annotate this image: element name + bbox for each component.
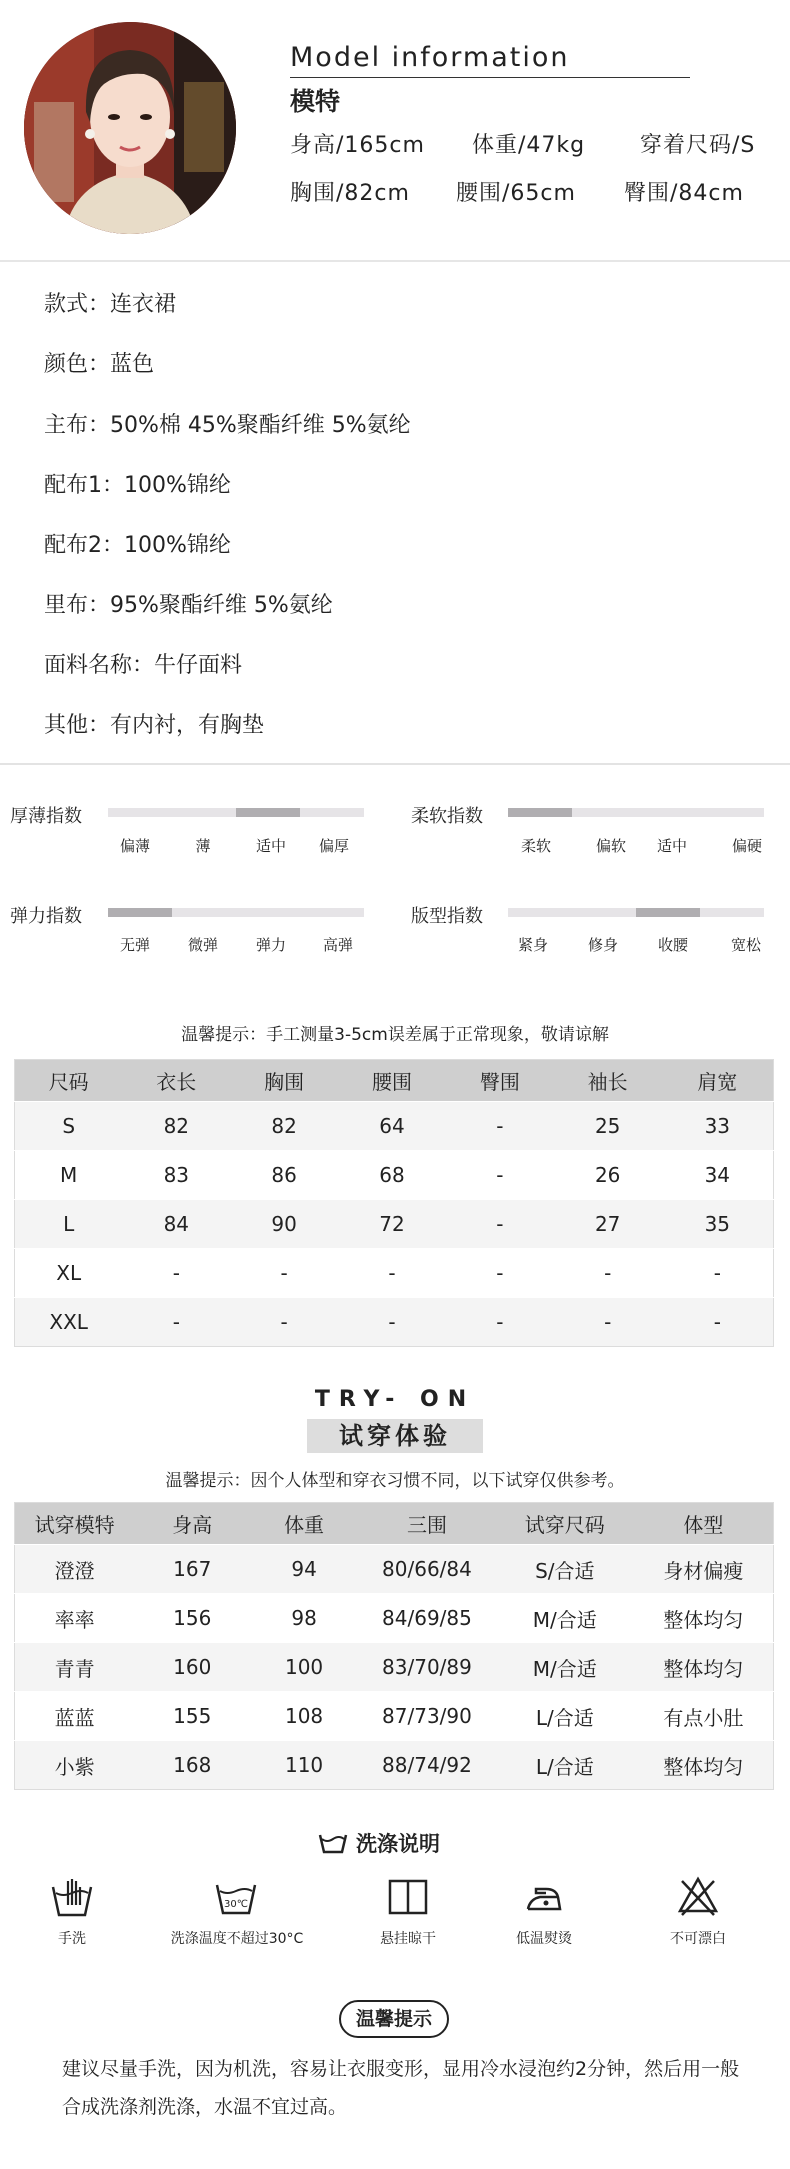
table-cell: 86	[230, 1151, 338, 1200]
size-table	[14, 1059, 774, 1347]
washing-title	[318, 1828, 440, 1858]
wash-temperature-symbol: 30℃	[224, 1899, 248, 1910]
table-cell: 84/69/85	[358, 1594, 496, 1643]
elasticity-index-label: 弹力指数	[10, 906, 82, 927]
table-cell: 100	[250, 1643, 358, 1692]
table-cell: 98	[250, 1594, 358, 1643]
table-cell: -	[446, 1249, 554, 1298]
model-waist: 腰围/65cm	[456, 181, 576, 206]
table-row	[15, 1151, 774, 1200]
table-cell: 33	[662, 1102, 774, 1151]
low-iron-icon	[522, 1875, 566, 1919]
table-row	[15, 1249, 774, 1298]
table-cell: 35	[662, 1200, 774, 1249]
wash-temperature-icon	[214, 1875, 258, 1919]
size-table-note: 温馨提示：手工测量3-5cm误差属于正常现象，敬请谅解	[181, 1025, 609, 1045]
table-cell: 34	[662, 1151, 774, 1200]
table-cell: -	[338, 1298, 446, 1347]
softness-index-fill	[508, 808, 572, 817]
spec-main-fabric: 主布：50%棉 45%聚酯纤维 5%氨纶	[44, 413, 411, 438]
table-cell: -	[446, 1200, 554, 1249]
table-cell: 160	[134, 1643, 250, 1692]
table-cell: 有点小肚	[634, 1692, 774, 1741]
table-row	[15, 1643, 774, 1692]
thickness-index-label: 厚薄指数	[10, 806, 82, 827]
low-iron-label: 低温熨烫	[516, 1931, 572, 1947]
table-cell: -	[446, 1298, 554, 1347]
table-cell: L/合适	[496, 1692, 634, 1741]
table-row	[15, 1692, 774, 1741]
try-on-col-header: 试穿尺码	[496, 1503, 634, 1545]
table-cell: 澄澄	[15, 1545, 135, 1594]
fit-option: 修身	[587, 936, 619, 954]
fit-index-fill	[636, 908, 700, 917]
table-cell: 168	[134, 1741, 250, 1790]
model-size: 穿着尺码/S	[640, 133, 756, 158]
table-cell: 整体均匀	[634, 1741, 774, 1790]
table-cell: S/合适	[496, 1545, 634, 1594]
try-on-col-header: 体重	[250, 1503, 358, 1545]
thickness-option: 偏厚	[318, 837, 350, 855]
no-bleach-label: 不可漂白	[670, 1931, 726, 1947]
table-cell: 90	[230, 1200, 338, 1249]
table-row	[15, 1200, 774, 1249]
try-on-table	[14, 1502, 774, 1790]
try-on-title-cn: 试穿体验	[307, 1419, 483, 1453]
model-weight: 体重/47kg	[472, 133, 586, 158]
table-cell: 82	[230, 1102, 338, 1151]
size-col-header: 胸围	[230, 1060, 338, 1102]
table-cell: -	[662, 1249, 774, 1298]
fit-option: 收腰	[657, 936, 689, 954]
thickness-index-fill	[236, 808, 300, 817]
table-cell: 64	[338, 1102, 446, 1151]
fit-index-track	[508, 908, 764, 917]
table-cell: XXL	[15, 1298, 123, 1347]
table-cell: 80/66/84	[358, 1545, 496, 1594]
spec-lining: 里布：95%聚酯纤维 5%氨纶	[44, 593, 333, 618]
table-cell: -	[662, 1298, 774, 1347]
table-cell: L	[15, 1200, 123, 1249]
table-cell: 72	[338, 1200, 446, 1249]
table-row	[15, 1741, 774, 1790]
table-cell: -	[230, 1298, 338, 1347]
spec-fabric-name: 面料名称：牛仔面料	[44, 653, 243, 678]
table-cell: 小紫	[15, 1741, 135, 1790]
table-cell: -	[554, 1249, 662, 1298]
table-cell: L/合适	[496, 1741, 634, 1790]
table-cell: 88/74/92	[358, 1741, 496, 1790]
model-bust: 胸围/82cm	[290, 181, 410, 206]
section-divider	[0, 763, 790, 765]
table-cell: -	[554, 1298, 662, 1347]
thickness-index-track	[108, 808, 364, 817]
table-cell: XL	[15, 1249, 123, 1298]
table-cell: M/合适	[496, 1594, 634, 1643]
table-cell: 27	[554, 1200, 662, 1249]
elasticity-option: 微弹	[187, 936, 219, 954]
softness-index-track	[508, 808, 764, 817]
table-row	[15, 1102, 774, 1151]
spec-other: 其他：有内衬，有胸垫	[44, 713, 265, 738]
wash-basin-icon	[318, 1832, 348, 1854]
table-cell: 26	[554, 1151, 662, 1200]
size-col-header: 臀围	[446, 1060, 554, 1102]
table-cell: 83	[122, 1151, 230, 1200]
size-col-header: 衣长	[122, 1060, 230, 1102]
model-height: 身高/165cm	[290, 133, 425, 158]
table-cell: -	[338, 1249, 446, 1298]
softness-option: 柔软	[520, 837, 552, 855]
table-cell: -	[122, 1249, 230, 1298]
size-table-header	[15, 1060, 774, 1102]
table-cell: -	[446, 1151, 554, 1200]
spec-secondary-fabric-2: 配布2：100%锦纶	[44, 533, 231, 558]
hand-wash-icon	[50, 1875, 94, 1919]
spec-secondary-fabric-1: 配布1：100%锦纶	[44, 473, 231, 498]
thickness-option: 薄	[195, 837, 211, 855]
try-on-note: 温馨提示：因个人体型和穿衣习惯不同，以下试穿仅供参考。	[165, 1471, 625, 1491]
no-bleach-icon	[676, 1875, 720, 1919]
try-on-col-header: 身高	[134, 1503, 250, 1545]
fit-option: 宽松	[730, 936, 762, 954]
elasticity-option: 弹力	[255, 936, 287, 954]
table-cell: 身材偏瘦	[634, 1545, 774, 1594]
table-cell: 108	[250, 1692, 358, 1741]
size-col-header: 腰围	[338, 1060, 446, 1102]
model-info-section	[0, 0, 790, 262]
try-on-col-header: 三围	[358, 1503, 496, 1545]
table-cell: 率率	[15, 1594, 135, 1643]
hang-dry-icon	[386, 1875, 430, 1919]
table-cell: -	[230, 1249, 338, 1298]
table-row	[15, 1298, 774, 1347]
elasticity-index-track	[108, 908, 364, 917]
table-cell: M	[15, 1151, 123, 1200]
table-cell: 167	[134, 1545, 250, 1594]
washing-title-text: 洗涤说明	[356, 1832, 440, 1856]
tip-text: 建议尽量手洗，因为机洗，容易让衣服变形，显用冷水浸泡约2分钟，然后用一般合成洗涤剂洗涤，水温不宜过高。	[62, 2058, 740, 2118]
table-cell: 94	[250, 1545, 358, 1594]
softness-option: 偏硬	[731, 837, 763, 855]
table-cell: 83/70/89	[358, 1643, 496, 1692]
spec-color: 颜色：蓝色	[44, 352, 155, 377]
spec-style: 款式：连衣裙	[44, 292, 177, 317]
softness-option: 适中	[656, 837, 688, 855]
table-cell: 青青	[15, 1643, 135, 1692]
elasticity-option: 高弹	[322, 936, 354, 954]
table-cell: 68	[338, 1151, 446, 1200]
table-cell: 整体均匀	[634, 1594, 774, 1643]
softness-index-label: 柔软指数	[411, 806, 483, 827]
try-on-col-header: 试穿模特	[15, 1503, 135, 1545]
thickness-option: 适中	[255, 837, 287, 855]
table-row	[15, 1545, 774, 1594]
size-col-header: 尺码	[15, 1060, 123, 1102]
table-cell: 155	[134, 1692, 250, 1741]
model-title-cn: 模特	[290, 87, 341, 116]
table-cell: M/合适	[496, 1643, 634, 1692]
table-cell: 整体均匀	[634, 1643, 774, 1692]
table-cell: 87/73/90	[358, 1692, 496, 1741]
table-cell: 25	[554, 1102, 662, 1151]
model-title-divider	[290, 77, 690, 78]
hang-dry-label: 悬挂晾干	[380, 1931, 436, 1947]
table-cell: 110	[250, 1741, 358, 1790]
fit-index-label: 版型指数	[411, 906, 483, 927]
size-col-header: 肩宽	[662, 1060, 774, 1102]
elasticity-index-fill	[108, 908, 172, 917]
table-cell: -	[122, 1298, 230, 1347]
fit-option: 紧身	[517, 936, 549, 954]
table-cell: 蓝蓝	[15, 1692, 135, 1741]
size-col-header: 袖长	[554, 1060, 662, 1102]
hand-wash-label: 手洗	[58, 1931, 86, 1947]
softness-option: 偏软	[595, 837, 627, 855]
try-on-table-header	[15, 1503, 774, 1545]
table-cell: 82	[122, 1102, 230, 1151]
model-title-en: Model information	[290, 42, 570, 73]
elasticity-option: 无弹	[119, 936, 151, 954]
try-on-col-header: 体型	[634, 1503, 774, 1545]
model-hip: 臀围/84cm	[624, 181, 744, 206]
table-cell: S	[15, 1102, 123, 1151]
model-avatar	[24, 22, 236, 234]
try-on-title-en: TRY- ON	[314, 1387, 476, 1412]
tip-badge: 温馨提示	[339, 2000, 449, 2038]
thickness-option: 偏薄	[119, 837, 151, 855]
table-row	[15, 1594, 774, 1643]
table-cell: 156	[134, 1594, 250, 1643]
table-cell: 84	[122, 1200, 230, 1249]
table-cell: -	[446, 1102, 554, 1151]
wash-temperature-label: 洗涤温度不超过30°C	[170, 1931, 304, 1947]
